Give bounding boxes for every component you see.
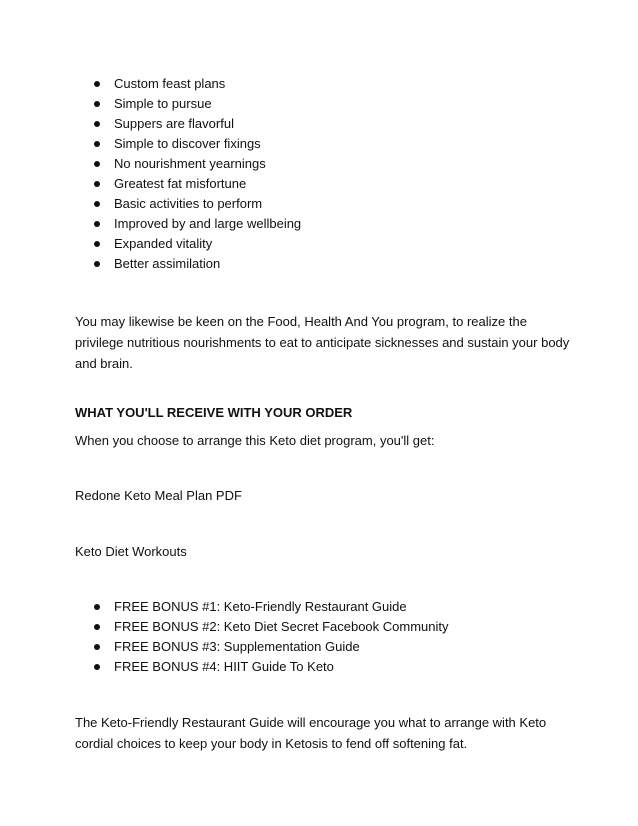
- bullet-icon: [94, 101, 100, 107]
- benefits-list: [94, 74, 301, 274]
- bonus-list: [94, 597, 449, 677]
- list-item: Basic activities to perform: [94, 194, 301, 214]
- workouts-item: Keto Diet Workouts: [75, 544, 187, 559]
- order-heading: WHAT YOU'LL RECEIVE WITH YOUR ORDER: [75, 405, 353, 420]
- list-item: Custom feast plans: [94, 74, 301, 94]
- bullet-icon: [94, 624, 100, 630]
- list-item: Suppers are flavorful: [94, 114, 301, 134]
- list-item: FREE BONUS #4: HIIT Guide To Keto: [94, 657, 449, 677]
- list-item: Greatest fat misfortune: [94, 174, 301, 194]
- list-item: Expanded vitality: [94, 234, 301, 254]
- bullet-icon: [94, 261, 100, 267]
- bullet-icon: [94, 141, 100, 147]
- restaurant-paragraph: The Keto-Friendly Restaurant Guide will encourage you what to arrange with Keto cordial choices to keep your body in Ketosis to fend off softening fat.: [75, 715, 547, 751]
- list-item: FREE BONUS #1: Keto-Friendly Restaurant Guide: [94, 597, 449, 617]
- bullet-icon: [94, 604, 100, 610]
- bullet-icon: [94, 221, 100, 227]
- list-item: Simple to pursue: [94, 94, 301, 114]
- list-item: Simple to discover fixings: [94, 134, 301, 154]
- bullet-icon: [94, 81, 100, 87]
- bullet-icon: [94, 664, 100, 670]
- bullet-icon: [94, 181, 100, 187]
- list-item: FREE BONUS #2: Keto Diet Secret Facebook Community: [94, 617, 449, 637]
- bullet-icon: [94, 201, 100, 207]
- order-intro: When you choose to arrange this Keto diet program, you'll get:: [75, 433, 435, 448]
- bullet-icon: [94, 161, 100, 167]
- list-item: Better assimilation: [94, 254, 301, 274]
- bullet-icon: [94, 121, 100, 127]
- list-item: No nourishment yearnings: [94, 154, 301, 174]
- bullet-icon: [94, 644, 100, 650]
- bullet-icon: [94, 241, 100, 247]
- meal-plan-item: Redone Keto Meal Plan PDF: [75, 488, 242, 503]
- list-item: Improved by and large wellbeing: [94, 214, 301, 234]
- list-item: FREE BONUS #3: Supplementation Guide: [94, 637, 449, 657]
- program-paragraph: You may likewise be keen on the Food, Health And You program, to realize the privilege nutritious nourishments to eat to anticipate sicknesses and sustain your body and brain.: [75, 314, 570, 371]
